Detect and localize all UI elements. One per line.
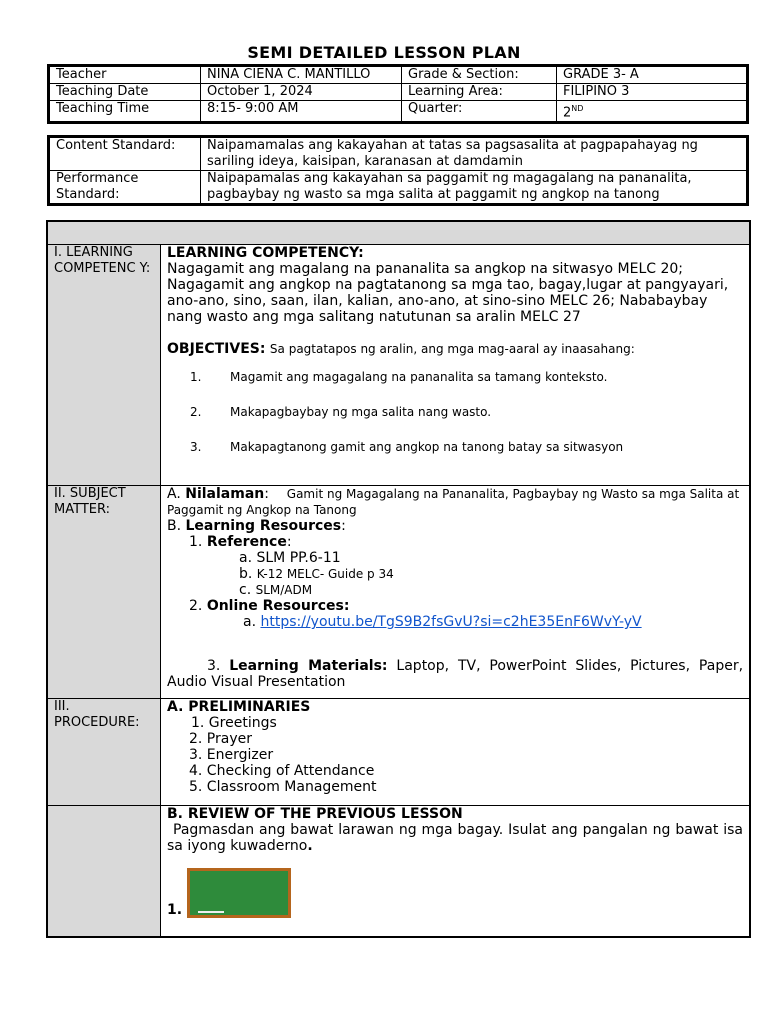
competency-label: I. LEARNING COMPETENC Y: xyxy=(47,245,161,486)
objectives-list xyxy=(167,369,743,455)
online-link-line xyxy=(167,614,743,630)
table-header-row xyxy=(47,221,750,245)
item-number: 1. xyxy=(167,902,183,918)
materials-line xyxy=(167,658,743,690)
youtube-link[interactable]: https://youtu.be/TgS9B2fsGvU?si=c2hE35EnF6WvY-yV xyxy=(260,614,642,630)
objective-text: Magamit ang magagalang na pananalita sa tamang konteksto. xyxy=(230,370,608,384)
content-standard-text: Naipamamalas ang kakayahan at tatas sa pagsasalita at pagpapahayag ng sariling ideya, kaisipan, karanasan at damdamin xyxy=(201,137,748,171)
nilalaman-heading: Nilalaman xyxy=(185,486,265,502)
objective-text: Makapagtanong gamit ang angkop na tanong batay sa sitwasyon xyxy=(230,440,624,454)
subject-matter-label: II. SUBJECT MATTER: xyxy=(47,486,161,699)
review-instructions xyxy=(167,822,743,854)
table-row xyxy=(47,806,750,938)
standards-table xyxy=(47,135,749,206)
objectives-line xyxy=(167,341,743,357)
table-row xyxy=(49,84,748,101)
nilalaman-text: Gamit ng Magagalang na Pananalita, Pagbaybay ng Wasto sa mga Salita at Paggamit ng Angkop na Tanong xyxy=(167,487,740,517)
chalkboard-image xyxy=(187,868,291,918)
area-value: FILIPINO 3 xyxy=(557,84,748,101)
procedure-label: III. PROCEDURE: xyxy=(47,699,161,806)
table-row xyxy=(49,137,748,171)
resources-line: B. Learning Resources: xyxy=(167,518,346,534)
procedure-table xyxy=(46,220,751,938)
preliminaries-cell xyxy=(161,699,751,806)
grade-value: GRADE 3- A xyxy=(557,66,748,84)
ref-text: SLM/ADM xyxy=(255,583,313,597)
nilalaman-prefix: A. xyxy=(167,486,181,502)
list-item: 2. Prayer xyxy=(189,731,252,747)
review-cell xyxy=(161,806,751,938)
objectives-heading: OBJECTIVES: xyxy=(167,341,266,357)
table-row xyxy=(49,66,748,84)
online-letter: a. xyxy=(243,614,257,630)
list-item: 4. Checking of Attendance xyxy=(189,763,375,779)
online-resources-line xyxy=(167,598,743,614)
materials-heading: Learning Materials: xyxy=(229,658,388,674)
objectives-intro: Sa pagtatapos ng aralin, ang mga mag-aaral ay inaasahang: xyxy=(269,342,635,356)
objective-number: 1. xyxy=(190,370,202,384)
materials-text: Laptop, TV, PowerPoint Slides, Pictures, Paper, Audio Visual Presentation xyxy=(167,658,744,690)
list-item xyxy=(167,550,743,566)
quarter-value xyxy=(557,101,748,123)
list-item xyxy=(167,404,743,420)
review-text: Pagmasdan ang bawat larawan ng mga bagay. Isulat ang pangalan ng bawat isa sa iyong kuwaderno xyxy=(167,822,743,854)
list-item xyxy=(167,566,743,582)
content-standard-label: Content Standard: xyxy=(49,137,201,171)
quarter-number: 2 xyxy=(563,105,572,121)
ref-letter: a. xyxy=(239,550,253,566)
list-item: 3. Energizer xyxy=(189,747,274,763)
objective-number: 3. xyxy=(190,440,202,454)
review-label xyxy=(47,806,161,938)
subject-matter-cell xyxy=(161,486,751,699)
quarter-suffix: ND xyxy=(571,104,584,113)
reference-number: 1. xyxy=(189,534,203,550)
list-item xyxy=(167,439,743,455)
quarter-label: Quarter: xyxy=(402,101,557,123)
review-item-1 xyxy=(167,868,743,918)
time-label: Teaching Time xyxy=(49,101,201,123)
competency-cell xyxy=(161,245,751,486)
grade-label: Grade & Section: xyxy=(402,66,557,84)
header-bar xyxy=(47,221,750,245)
objective-number: 2. xyxy=(190,405,202,419)
online-heading: Online Resources: xyxy=(206,598,350,614)
list-item xyxy=(167,369,743,385)
competency-heading: LEARNING COMPETENCY: xyxy=(167,245,364,261)
ref-letter: c. xyxy=(239,582,252,598)
objective-text: Makapagbaybay ng mga salita nang wasto. xyxy=(230,405,492,419)
info-table xyxy=(47,64,749,124)
ref-text: SLM PP.6-11 xyxy=(256,550,341,566)
list-item: 5. Classroom Management xyxy=(189,779,377,795)
date-value: October 1, 2024 xyxy=(201,84,402,101)
teacher-value: NINA CIENA C. MANTILLO xyxy=(201,66,402,84)
table-row xyxy=(49,171,748,205)
ref-text: K-12 MELC- Guide p 34 xyxy=(256,567,394,581)
review-period: . xyxy=(307,838,313,854)
materials-number: 3. xyxy=(207,658,221,674)
performance-standard-text: Naipapamalas ang kakayahan sa paggamit ng magagalang na pananalita, pagbaybay ng wasto sa mga salita at paggamit ng angkop na tanong xyxy=(201,171,748,205)
table-row xyxy=(47,486,750,699)
ref-letter: b. xyxy=(239,566,253,582)
reference-line: 1. Reference: xyxy=(189,534,292,550)
table-row xyxy=(47,699,750,806)
time-value: 8:15- 9:00 AM xyxy=(201,101,402,123)
review-heading: B. REVIEW OF THE PREVIOUS LESSON xyxy=(167,806,463,822)
online-number: 2. xyxy=(189,598,203,614)
teacher-label: Teacher xyxy=(49,66,201,84)
resources-heading: Learning Resources xyxy=(185,518,342,534)
list-item: 1. Greetings xyxy=(191,715,277,731)
date-label: Teaching Date xyxy=(49,84,201,101)
table-row xyxy=(47,245,750,486)
list-item xyxy=(167,582,743,598)
reference-heading: Reference xyxy=(206,534,287,550)
nilalaman-line: A. Nilalaman: Gamit ng Magagalang na Pananalita, Pagbaybay ng Wasto sa mga Salita at Paggamit ng Angkop na Tanong xyxy=(167,486,740,517)
performance-standard-label: Performance Standard: xyxy=(49,171,201,205)
competency-text: Nagagamit ang magalang na pananalita sa angkop na sitwasyo MELC 20; Nagagamit ang angkop na pagtatanong sa mga tao, bagay,lugar at pangyayari, ano-ano, sino, saan, ilan, kalian, ano-ano, at sino-sino MELC 26; Nababaybay nang wasto ang mga salitang natutunan sa aralin MELC 27 xyxy=(167,261,729,325)
resources-prefix: B. xyxy=(167,518,182,534)
preliminaries-heading: A. PRELIMINARIES xyxy=(167,699,311,715)
page-title: SEMI DETAILED LESSON PLAN xyxy=(247,43,521,62)
area-label: Learning Area: xyxy=(402,84,557,101)
table-row xyxy=(49,101,748,123)
